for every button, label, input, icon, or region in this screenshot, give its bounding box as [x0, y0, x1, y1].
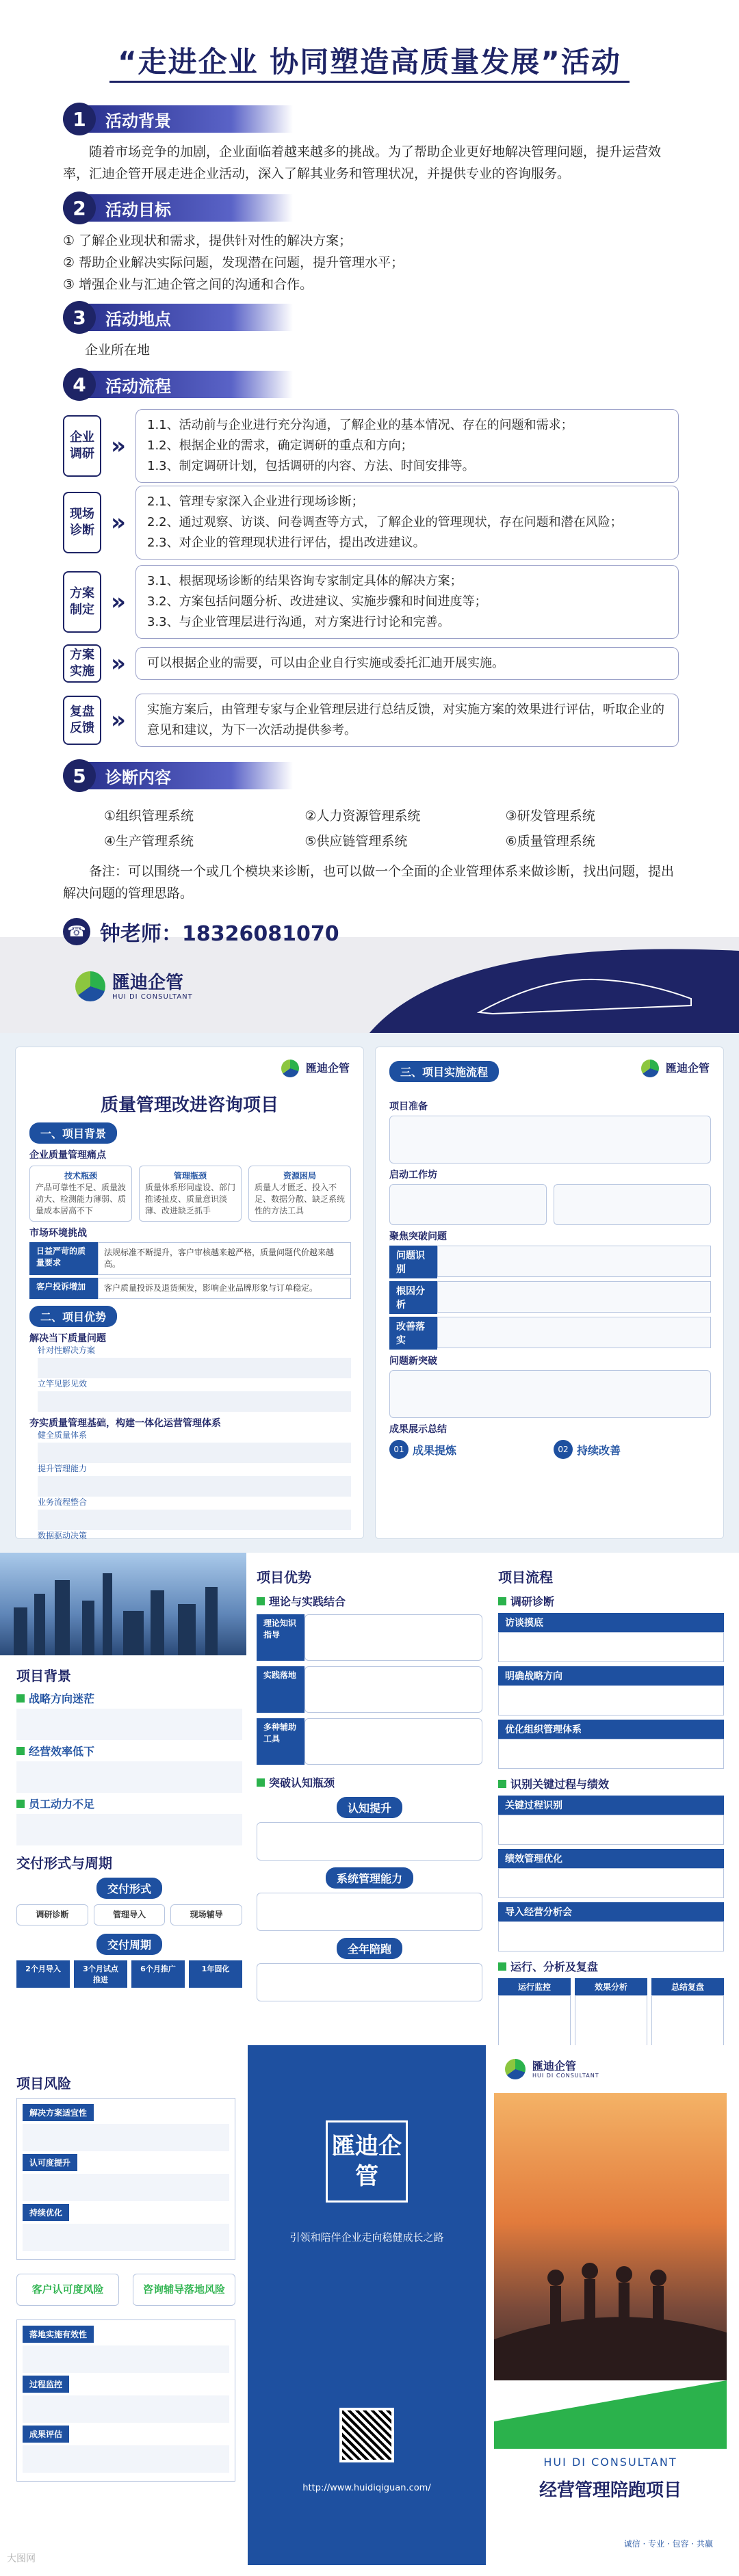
company-logo — [505, 2059, 599, 2079]
website-url[interactable]: http://www.huidiqiguan.com/ — [302, 2483, 431, 2493]
quality-right-column — [375, 1047, 724, 1539]
adv-key: 理论知识指导 — [257, 1614, 304, 1661]
watermark: 大图网 — [7, 2553, 36, 2564]
pain-title: 资源困局 — [283, 1171, 316, 1181]
step-card — [554, 1184, 711, 1225]
adv-card — [257, 1822, 482, 1861]
cycle-row — [16, 1960, 242, 1988]
quality-title: 质量管理改进咨询项目 — [100, 1095, 278, 1116]
flow-step-plan — [63, 565, 679, 639]
diagnosis-grid — [63, 806, 679, 850]
advantage-item: 健全质量体系 — [38, 1430, 88, 1440]
pain-points — [29, 1166, 351, 1222]
risk-item: 认可度提升 — [23, 2154, 77, 2171]
subheading: 企业质量管理痛点 — [29, 1150, 106, 1161]
section-location-header — [63, 301, 293, 334]
flow-step-implement — [63, 644, 679, 683]
step-heading: 启动工作坊 — [389, 1170, 437, 1181]
advantage-item: 提升管理能力 — [38, 1464, 88, 1473]
tag-label: 根因分析 — [389, 1281, 437, 1314]
bullet-icon — [498, 1597, 506, 1605]
skyline-graphic — [0, 1553, 246, 1655]
double-chevron-icon: » — [111, 650, 126, 677]
flow-card — [498, 1739, 724, 1769]
green-accent — [494, 2380, 727, 2449]
step-heading: 问题新突破 — [389, 1356, 437, 1367]
flow-step-content — [135, 409, 679, 483]
market-row — [29, 1242, 351, 1275]
logo-cn: 匯迪企管 — [305, 1062, 350, 1075]
double-chevron-icon: » — [111, 509, 126, 536]
delivery-item: 调研诊断 — [16, 1904, 88, 1926]
cycle-item: 6个月推广 — [131, 1960, 185, 1988]
company-logo — [641, 1058, 710, 1079]
diagnosis-item: ④生产管理系统 — [104, 834, 194, 849]
flow-step-content — [135, 647, 679, 680]
pain-text: 质量人才匮乏、投入不足、数据分散、缺乏系统性的方法工具 — [255, 1183, 346, 1215]
block-title: 项目流程 — [498, 1569, 553, 1586]
diagnosis-item: ①组织管理系统 — [104, 809, 194, 824]
subheading: 夯实质量管理基础，构建一体化运营管理体系 — [29, 1418, 221, 1429]
flow-line: 1.3、制定调研计划，包括调研的内容、方法、时间安排等。 — [147, 459, 475, 473]
section-number: 2 — [63, 192, 96, 224]
bullet-icon — [257, 1597, 265, 1605]
bullet-icon — [498, 1962, 506, 1971]
brand-panel — [248, 2045, 486, 2565]
market-key: 日益严苛的质量要求 — [29, 1242, 98, 1275]
project-flow-block — [498, 1566, 724, 2057]
tag-label: 问题识别 — [389, 1246, 437, 1278]
delivery-row — [16, 1904, 242, 1926]
section-process-header — [63, 368, 293, 401]
logo-cn: 匯迪企管 — [665, 1062, 710, 1075]
advantage-text-placeholder — [38, 1510, 351, 1530]
block-title: 项目优势 — [257, 1569, 311, 1586]
result-card — [389, 1440, 547, 1459]
logo-mark-icon — [281, 1060, 299, 1077]
risk-block — [16, 2073, 235, 2482]
adv-subtitle: 理论与实践结合 — [269, 1595, 346, 1608]
section-pill: 一、项目背景 — [29, 1122, 117, 1144]
text-placeholder — [16, 1814, 242, 1845]
text-placeholder — [23, 2395, 229, 2423]
section-label: 活动背景 — [88, 105, 293, 133]
step-card — [389, 1370, 711, 1418]
adv-subtitle: 突破认知瓶颈 — [269, 1776, 335, 1789]
adv-pill: 全年陪跑 — [337, 1938, 402, 1959]
diagnosis-note: 备注：可以围绕一个或几个模块来诊断，也可以做一个全面的企业管理体系来做诊断，找出问题，提出解决问题的管理思路。 — [63, 864, 675, 901]
risk-box: 咨询辅导落地风险 — [133, 2274, 235, 2306]
flow-line: 3.2、方案包括问题分析、改进建议、实施步骤和时间进度等； — [147, 594, 487, 609]
logo-cn: 匯迪企管 — [532, 2059, 577, 2073]
result-card — [554, 1440, 711, 1459]
cycle-item: 2个月导入 — [16, 1960, 70, 1988]
block-title: 交付形式与周期 — [16, 1855, 112, 1871]
flow-subtitle: 运行、分析及复盘 — [510, 1960, 599, 1973]
logo-mark-icon — [75, 971, 105, 1001]
result-title: 成果提炼 — [413, 1443, 457, 1457]
goal-item: ① 了解企业现状和需求，提供针对性的解决方案； — [63, 233, 352, 248]
risk-item: 持续优化 — [23, 2204, 69, 2221]
flow-item: 总结复盘 — [651, 1978, 724, 1995]
cycle-item: 1年固化 — [189, 1960, 242, 1988]
tag-row — [389, 1246, 711, 1278]
risk-panel — [16, 2319, 235, 2482]
flow-step-content — [135, 565, 679, 639]
logo-en: HUI DI CONSULTANT — [112, 993, 193, 1001]
flow-item: 效果分析 — [575, 1978, 647, 1995]
flow-card — [498, 1921, 724, 1951]
delivery-pill: 交付形式 — [96, 1878, 162, 1899]
adv-pill: 认知提升 — [337, 1797, 402, 1818]
city-skyline-image — [0, 1553, 246, 1655]
flow-item: 优化组织管理体系 — [498, 1720, 724, 1739]
cover-en-name: HUI DI CONSULTANT — [543, 2456, 677, 2469]
tag-row — [389, 1281, 711, 1314]
car-graphic — [370, 937, 739, 1033]
result-title: 持续改善 — [577, 1443, 621, 1457]
text-placeholder — [23, 2345, 229, 2373]
section-pill: 三、项目实施流程 — [389, 1061, 499, 1082]
bullet-icon — [16, 1694, 25, 1703]
market-row — [29, 1278, 351, 1299]
flow-step-label: 复盘反馈 — [63, 696, 101, 745]
flow-item: 访谈摸底 — [498, 1613, 724, 1632]
section-number: 1 — [63, 103, 96, 135]
double-chevron-icon: » — [111, 707, 126, 734]
flow-card — [498, 1868, 724, 1898]
flow-step-diagnosis — [63, 486, 679, 560]
bullet-icon — [16, 1800, 25, 1808]
section-number: 5 — [63, 759, 96, 792]
advantages-block — [257, 1566, 482, 2001]
text-placeholder — [16, 1709, 242, 1740]
cover-panel — [494, 2045, 727, 2565]
adv-card — [304, 1718, 482, 1765]
phone-icon: ☎ — [63, 918, 90, 945]
flow-item: 关键过程识别 — [498, 1796, 724, 1815]
cycle-item: 3个月试点推进 — [74, 1960, 127, 1988]
subheading: 解决当下质量问题 — [29, 1333, 106, 1344]
section-number: 4 — [63, 368, 96, 401]
cover-project-name: 经营管理陪跑项目 — [539, 2480, 682, 2501]
block-title: 项目风险 — [16, 2075, 71, 2092]
bg-item: 战略方向迷茫 — [29, 1692, 95, 1705]
activity-poster — [0, 0, 739, 1033]
flow-item: 绩效管理优化 — [498, 1849, 724, 1868]
bg-item: 员工动力不足 — [29, 1798, 95, 1811]
adv-key: 多种辅助工具 — [257, 1718, 304, 1765]
diagnosis-item: ③研发管理系统 — [505, 809, 595, 824]
section-goals-header — [63, 192, 293, 224]
diagnosis-item: ⑤供应链管理系统 — [304, 834, 408, 849]
adv-card — [257, 1963, 482, 2001]
title-underline — [109, 81, 630, 83]
adv-row — [257, 1718, 482, 1765]
cover-footer-tag: 诚信 · 专业 · 包容 · 共赢 — [623, 2539, 713, 2549]
pain-title: 技术瓶颈 — [64, 1171, 97, 1181]
section-label: 诊断内容 — [88, 762, 293, 789]
block-title: 项目背景 — [16, 1668, 71, 1684]
bullet-icon — [257, 1778, 265, 1787]
logo-cn: 匯迪企管 — [112, 972, 184, 993]
flow-step-label: 现场诊断 — [63, 492, 101, 553]
cycle-pill: 交付周期 — [96, 1934, 162, 1955]
advantage-item: 业务流程整合 — [38, 1497, 88, 1507]
implementation-steps — [389, 1095, 711, 1463]
tag-content — [437, 1317, 711, 1348]
section-label: 活动地点 — [88, 304, 293, 331]
flow-line: 可以根据企业的需要，可以由企业自行实施或委托汇迪开展实施。 — [147, 656, 504, 670]
market-value: 法规标准不断提升，客户审核越来越严格，质量问题代价越来越高。 — [98, 1242, 351, 1275]
brochure-poster — [0, 1553, 739, 2576]
adv-key: 实践落地 — [257, 1666, 304, 1713]
flow-line: 1.1、活动前与企业进行充分沟通，了解企业的基本情况、存在的问题和需求； — [147, 418, 573, 432]
subheading: 市场环境挑战 — [29, 1228, 87, 1239]
tag-content — [437, 1246, 711, 1277]
flow-line: 实施方案后，由管理专家与企业管理层进行总结反馈，对实施方案的效果进行评估，听取企业的意见和建议，为下一次活动提供参考。 — [147, 702, 664, 737]
adv-row — [257, 1666, 482, 1713]
flow-step-content — [135, 694, 679, 747]
number-badge: 01 — [389, 1440, 409, 1459]
step-card — [389, 1184, 547, 1225]
flow-step-research — [63, 409, 679, 483]
flow-subtitle: 调研诊断 — [510, 1595, 555, 1608]
qr-code-icon — [339, 2408, 394, 2462]
flow-step-review — [63, 694, 679, 747]
contact-phone — [63, 917, 339, 947]
bg-item: 经营效率低下 — [29, 1745, 95, 1758]
section-label: 活动目标 — [88, 194, 293, 222]
section-number: 3 — [63, 301, 96, 334]
pain-text: 质量体系形同虚设、部门推诿扯皮、质量意识淡薄、改进缺乏抓手 — [145, 1183, 236, 1215]
step-card — [389, 1116, 711, 1164]
pain-title: 管理瓶颈 — [173, 1171, 207, 1181]
flow-item: 导入经营分析会 — [498, 1902, 724, 1921]
text-placeholder — [23, 2124, 229, 2151]
flow-line: 2.1、管理专家深入企业进行现场诊断； — [147, 495, 364, 509]
flow-line: 2.2、通过观察、访谈、问卷调查等方式，了解企业的管理现状，存在问题和潜在风险； — [147, 515, 623, 529]
risk-box: 客户认可度风险 — [16, 2274, 119, 2306]
text-placeholder — [23, 2174, 229, 2201]
advantage-item: 数据驱动决策 — [38, 1531, 88, 1540]
background-text: 随着市场竞争的加剧，企业面临着越来越多的挑战。为了帮助企业更好地解决管理问题，提升运营效率，汇迪企管开展走进企业活动，深入了解其业务和管理状况，并提供专业的咨询服务。 — [63, 144, 662, 181]
delivery-item: 现场辅导 — [170, 1904, 242, 1926]
adv-pill: 系统管理能力 — [326, 1867, 413, 1889]
adv-card — [304, 1666, 482, 1713]
flow-step-label: 方案制定 — [63, 571, 101, 633]
pain-card — [29, 1166, 132, 1222]
section-label: 活动流程 — [88, 371, 293, 398]
location-text: 企业所在地 — [85, 343, 151, 358]
flow-step-content — [135, 486, 679, 560]
bullet-icon — [498, 1780, 506, 1788]
tag-content — [437, 1281, 711, 1313]
poster-title: “走进企业 协同塑造高质量发展”活动 — [118, 45, 621, 79]
background-block — [16, 1665, 242, 1988]
team-sunset-image — [494, 2093, 727, 2380]
double-chevron-icon: » — [111, 588, 126, 616]
step-heading: 聚焦突破问题 — [389, 1231, 447, 1242]
risk-item: 落地实施有效性 — [23, 2326, 94, 2343]
flow-item: 明确战略方向 — [498, 1666, 724, 1685]
adv-row — [257, 1614, 482, 1661]
flow-card — [498, 1815, 724, 1845]
market-key: 客户投诉增加 — [29, 1278, 98, 1299]
company-logo — [281, 1058, 350, 1079]
risk-boxes — [16, 2274, 235, 2306]
advantage-text-placeholder — [38, 1476, 351, 1497]
quality-left-column — [15, 1047, 364, 1539]
double-chevron-icon: » — [111, 432, 126, 460]
pain-text: 产品可靠性不足、质量波动大、检测能力薄弱、质量成本居高不下 — [36, 1183, 127, 1215]
goals-list — [63, 230, 679, 295]
result-cards — [389, 1440, 711, 1459]
tag-row — [389, 1317, 711, 1350]
brand-slogan: 引领和陪伴企业走向稳健成长之路 — [289, 2231, 444, 2244]
goal-item: ③ 增强企业与汇迪企管之间的沟通和合作。 — [63, 277, 313, 292]
flow-line: 1.2、根据企业的需求，确定调研的重点和方向； — [147, 438, 413, 453]
team-silhouette-graphic — [494, 2093, 727, 2380]
goal-item: ② 帮助企业解决实际问题，发现潜在问题，提升管理水平； — [63, 255, 404, 270]
text-placeholder — [16, 1761, 242, 1793]
logo-en: HUI DI CONSULTANT — [532, 2072, 599, 2079]
workshop-cards — [389, 1184, 711, 1225]
phone-text: 钟老师：18326081070 — [100, 922, 339, 946]
advantage-item: 针对性解决方案 — [38, 1345, 96, 1355]
section-pill: 二、项目优势 — [29, 1306, 117, 1327]
adv-card — [257, 1893, 482, 1931]
flow-step-label: 方案实施 — [63, 644, 101, 683]
bullet-icon — [16, 1747, 25, 1755]
flow-item: 运行监控 — [498, 1978, 571, 1995]
logo-mark-icon — [505, 2059, 526, 2079]
section-diagnosis-header — [63, 759, 293, 792]
step-heading: 项目准备 — [389, 1101, 428, 1112]
risk-item: 解决方案适宜性 — [23, 2104, 94, 2121]
delivery-item: 管理导入 — [94, 1904, 166, 1926]
risk-panel — [16, 2098, 235, 2260]
step-heading: 成果展示总结 — [389, 1424, 447, 1435]
section-background-header — [63, 103, 293, 135]
flow-line: 3.3、与企业管理层进行沟通，对方案进行讨论和完善。 — [147, 615, 450, 629]
quality-poster — [0, 1033, 739, 1553]
flow-line: 3.1、根据现场诊断的结果咨询专家制定具体的解决方案； — [147, 574, 463, 588]
number-badge: 02 — [554, 1440, 573, 1459]
quality-left-content — [29, 1122, 351, 1542]
text-placeholder — [23, 2224, 229, 2251]
advantage-text-placeholder — [38, 1391, 351, 1412]
tag-label: 改善落实 — [389, 1317, 437, 1350]
pain-card — [139, 1166, 242, 1222]
flow-card — [498, 1632, 724, 1662]
flow-card — [498, 1685, 724, 1716]
risk-item: 成果评估 — [23, 2426, 69, 2443]
company-logo — [75, 971, 193, 1001]
advantage-text-placeholder — [38, 1358, 351, 1378]
diagnosis-item: ⑥质量管理系统 — [505, 834, 595, 849]
pain-card — [248, 1166, 351, 1222]
market-value: 客户质量投诉及退货频发，影响企业品牌形象与订单稳定。 — [98, 1278, 351, 1299]
text-placeholder — [23, 2445, 229, 2473]
flow-subtitle: 识别关键过程与绩效 — [510, 1778, 610, 1791]
diagnosis-item: ②人力资源管理系统 — [304, 809, 421, 824]
flow-line: 2.3、对企业的管理现状进行评估，提出改进建议。 — [147, 536, 426, 550]
flow-step-label: 企业调研 — [63, 415, 101, 477]
logo-mark-icon — [641, 1060, 659, 1077]
adv-card — [304, 1614, 482, 1661]
risk-item: 过程监控 — [23, 2376, 69, 2393]
advantage-text-placeholder — [38, 1443, 351, 1463]
brand-logo-box: 匯迪企管 — [326, 2120, 408, 2203]
advantage-item: 立竿见影见效 — [38, 1379, 88, 1389]
